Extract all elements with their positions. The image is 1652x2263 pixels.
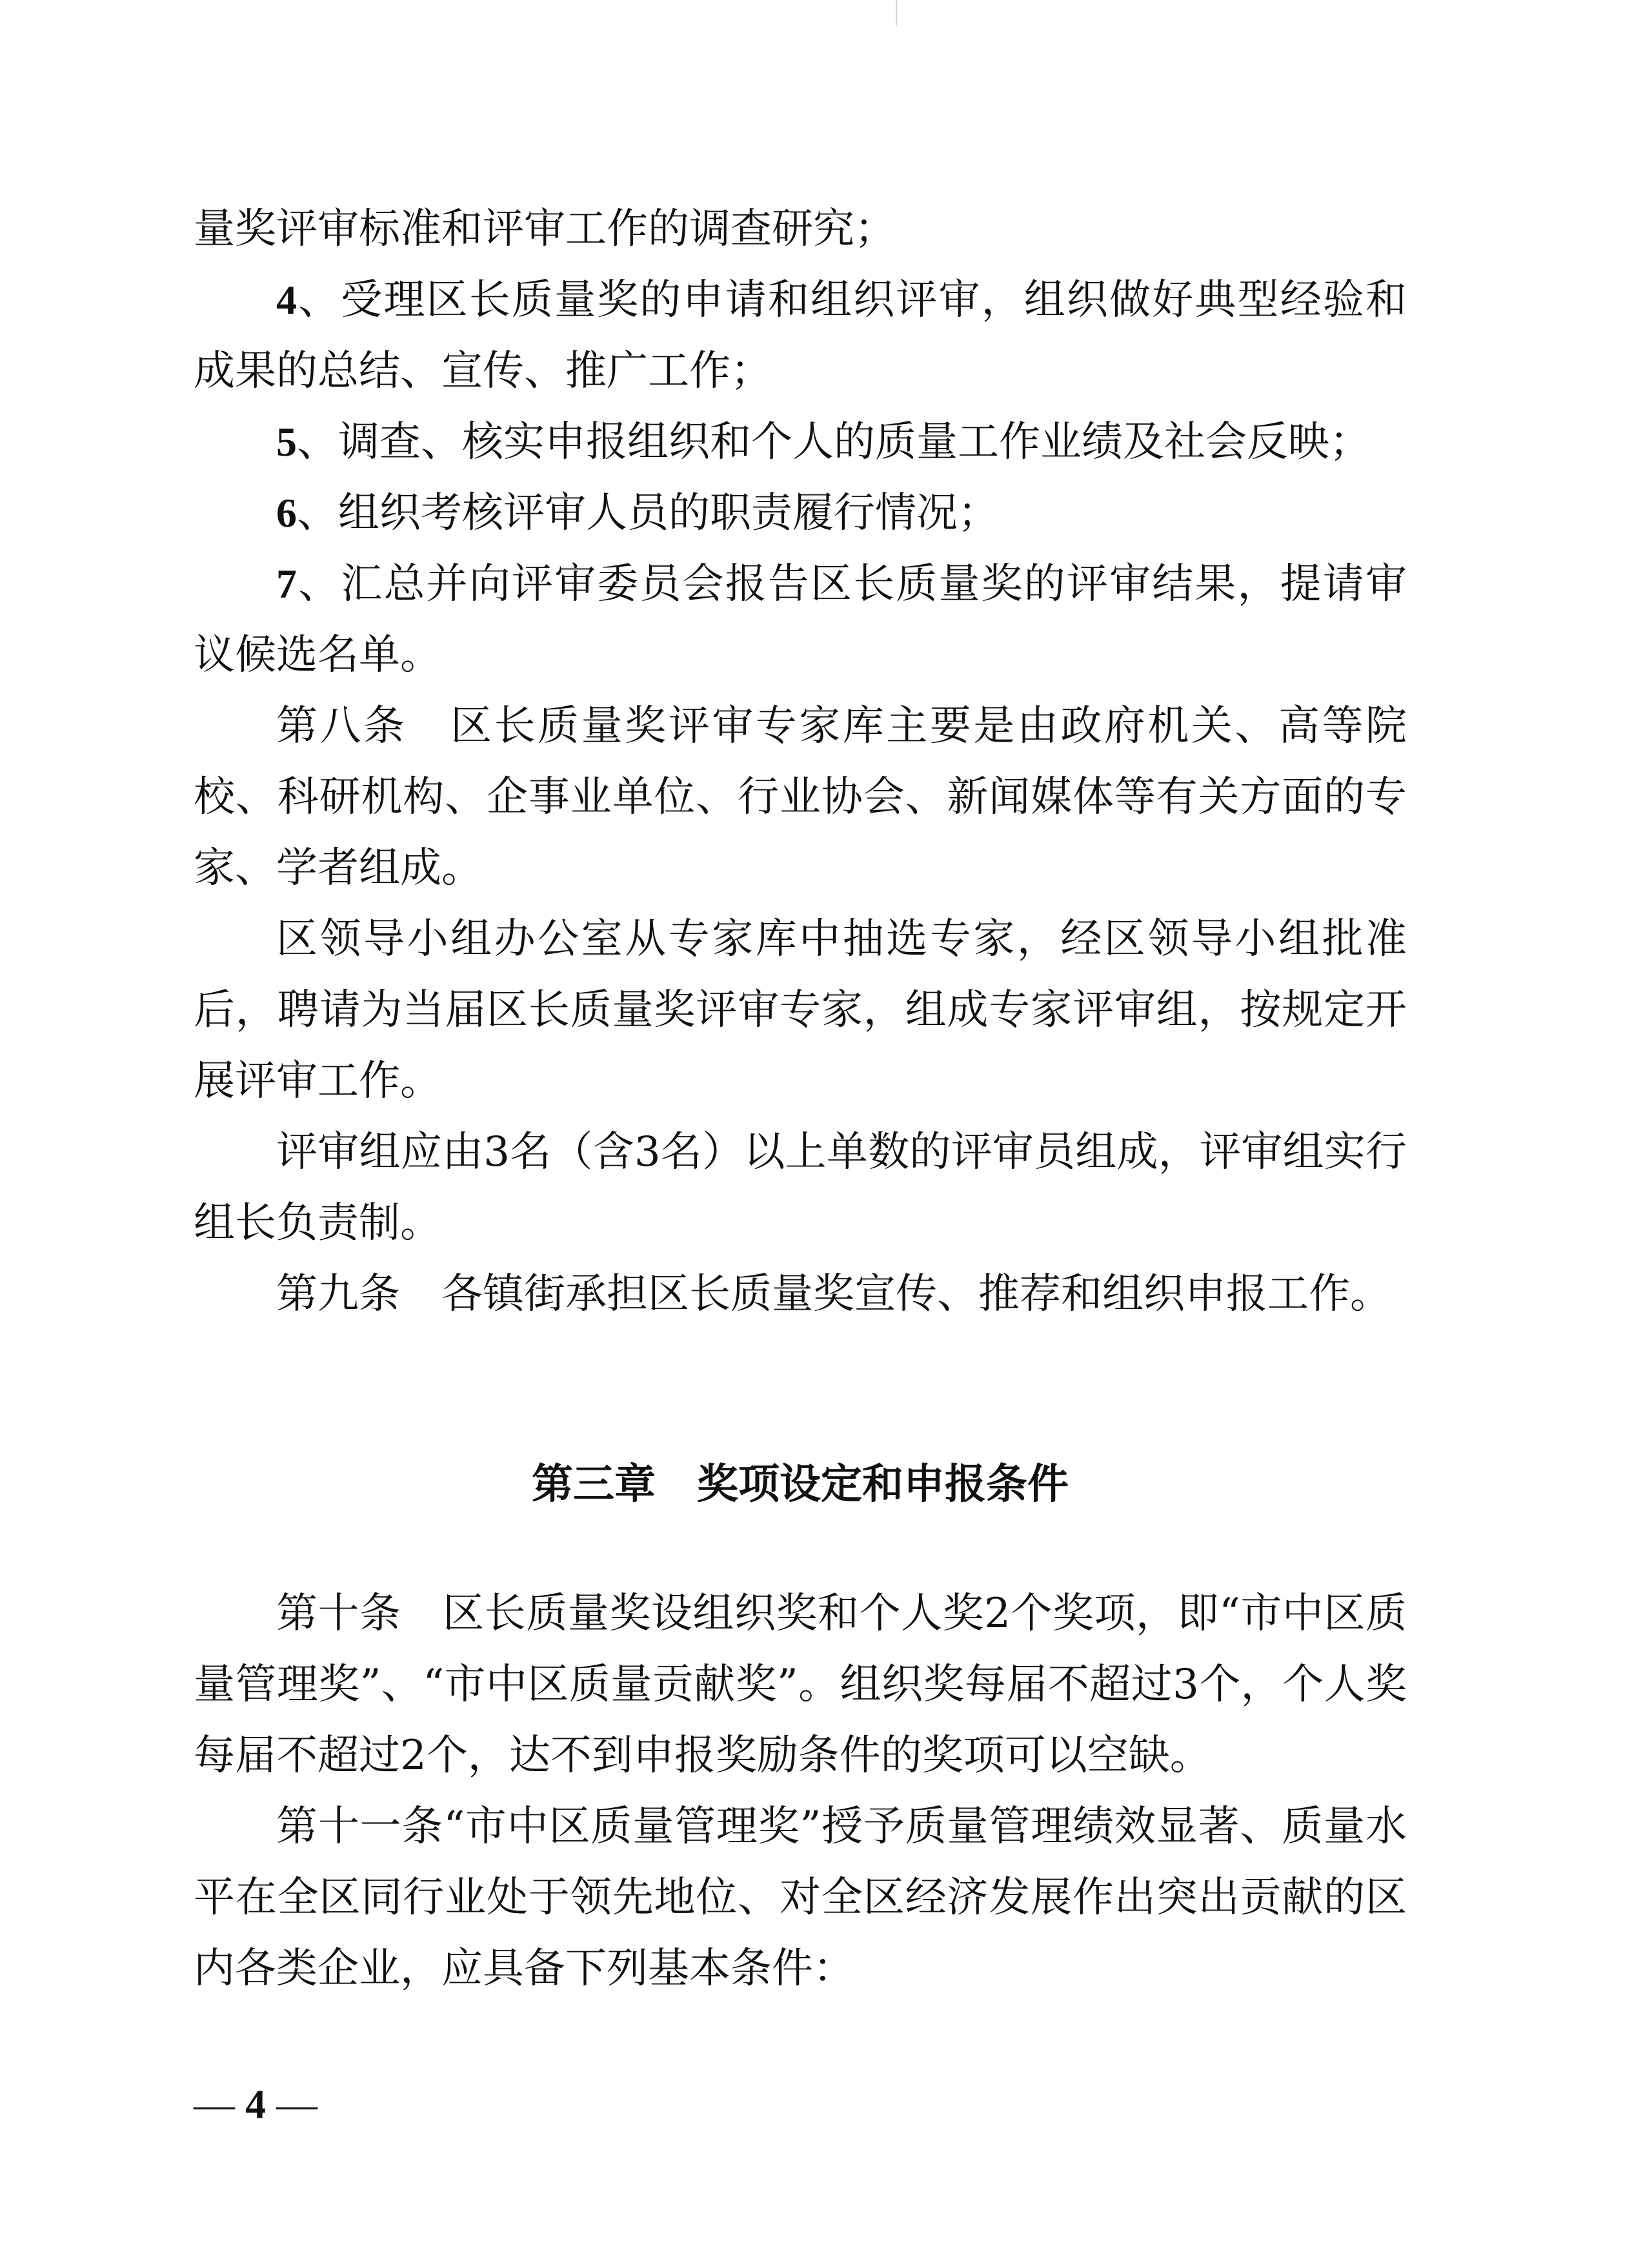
article-label: 第九条 <box>276 1270 400 1318</box>
page-number-value: 4 <box>245 2081 266 2127</box>
paragraph-article-10 <box>194 1578 1407 1791</box>
paragraph-text: 区领导小组办公室从专家库中抽选专家，经区领导小组批准后，聘请为当届区长质量奖评审专家，组成专家评审组，按规定开展评审工作。 <box>194 915 1407 1105</box>
chapter-title: 第三章 奖项设定和申报条件 <box>532 1461 1069 1508</box>
paragraph-article-8 <box>194 691 1407 904</box>
paragraph-text: 区长质量奖评审专家库主要是由政府机关、高等院校、科研机构、企事业单位、行业协会、新闻媒体等有关方面的专家、学者组成。 <box>194 702 1407 892</box>
paragraph-text: 量奖评审标准和评审工作的调查研究； <box>194 205 896 253</box>
item-number: 5 <box>276 419 297 465</box>
paragraph-text: 评审组应由3名（含3名）以上单数的评审员组成，评审组实行组长负责制。 <box>194 1128 1407 1247</box>
paragraph-text: 、调查、核实申报组织和个人的质量工作业绩及社会反映； <box>297 418 1371 466</box>
paragraph-text: 、汇总并向评审委员会报告区长质量奖的评审结果，提请审议候选名单。 <box>194 560 1407 679</box>
paragraph-expert-selection <box>194 904 1407 1117</box>
page-number-dash-right: — <box>276 2081 317 2127</box>
paragraph-item-6 <box>194 478 1407 549</box>
paragraph-text: 区长质量奖设组织奖和个人奖2个奖项，即“市中区质量管理奖”、“市中区质量贡献奖”。组织奖每届不超过3个，个人奖每届不超过2个，达不到申报奖励条件的奖项可以空缺。 <box>194 1590 1407 1780</box>
paragraph-text: “市中区质量管理奖”授予质量管理绩效显著、质量水平在全区同行业处于领先地位、对全区经济发展作出突出贡献的区内各类企业，应具备下列基本条件： <box>194 1803 1407 1993</box>
paragraph-item-5 <box>194 407 1407 478</box>
text-block-top <box>194 194 1407 1330</box>
paragraph-article-11 <box>194 1791 1407 2004</box>
paragraph-review-group <box>194 1117 1407 1259</box>
paragraph-text: 各镇街承担区长质量奖宣传、推荐和组织申报工作。 <box>400 1270 1391 1318</box>
article-label: 第十一条 <box>276 1803 444 1851</box>
paragraph-article-9 <box>194 1259 1407 1330</box>
page-number-dash-left: — <box>194 2081 235 2127</box>
text-block-bottom <box>194 1578 1407 2004</box>
paragraph-item-4 <box>194 265 1407 407</box>
page-number <box>194 2069 317 2140</box>
article-label: 第十条 <box>276 1590 401 1638</box>
paragraph-text: 、受理区长质量奖的申请和组织评审，组织做好典型经验和成果的总结、宣传、推广工作； <box>194 276 1407 395</box>
paragraph-item-7 <box>194 549 1407 691</box>
item-number: 4 <box>276 277 297 323</box>
scan-artifact-line <box>896 0 897 26</box>
paragraph-text: 、组织考核评审人员的职责履行情况； <box>297 489 999 537</box>
item-number: 6 <box>276 490 297 536</box>
article-label: 第八条 <box>276 702 407 750</box>
paragraph-continuation <box>194 194 1407 265</box>
item-number: 7 <box>276 561 297 607</box>
